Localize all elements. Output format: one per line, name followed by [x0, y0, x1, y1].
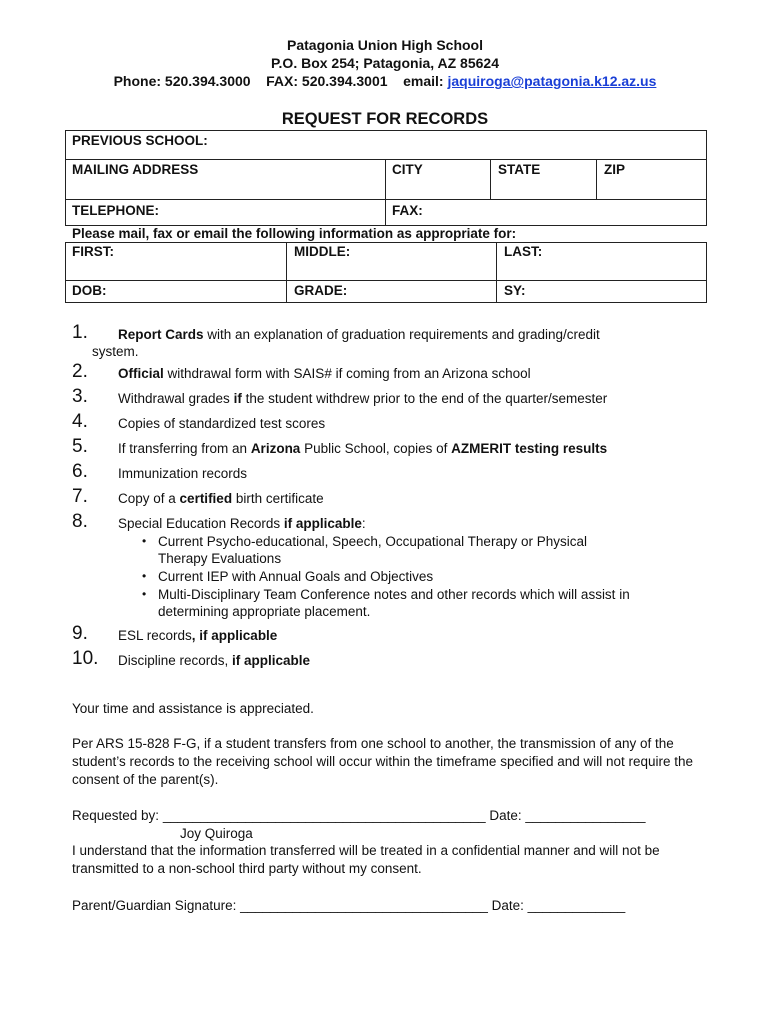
table-divider [65, 159, 707, 160]
consent-text: I understand that the information transferred will be treated in a confidential manner and will not be transmitted to a non-school third party without my consent. [72, 843, 660, 876]
bullet-item-continued: Therapy Evaluations [158, 551, 282, 566]
mailing-address-label: MAILING ADDRESS [72, 162, 199, 177]
list-item: 2. Official withdrawal form with SAIS# if coming from an Arizona school [72, 361, 531, 382]
contact-line [0, 72, 770, 90]
table-divider [596, 159, 597, 199]
ars-notice: Per ARS 15-828 F-G, if a student transfers from one school to another, the transmission of any of the student’s records to the receiving school will occur within the timeframe specified and will not require the consent of the parent(s). [72, 736, 694, 787]
state-label: STATE [498, 162, 541, 177]
telephone-label: TELEPHONE: [72, 203, 160, 218]
requester-name: Joy Quiroga [180, 826, 253, 841]
table-divider [286, 242, 287, 303]
list-item: 4. Copies of standardized test scores [72, 411, 326, 432]
list-item: 9. ESL records, if applicable [72, 623, 278, 644]
middle-name-label: MIDDLE: [294, 244, 351, 259]
bullet-item: • Current IEP with Annual Goals and Objectives [142, 569, 434, 584]
sy-label: SY: [504, 283, 526, 298]
student-info-table [65, 242, 707, 303]
table-divider [496, 242, 497, 303]
bullet-item: • Multi-Disciplinary Team Conference notes and other records which will assist in [142, 587, 630, 602]
page-title: REQUEST FOR RECORDS [281, 110, 489, 128]
dob-label: DOB: [72, 283, 107, 298]
zip-label: ZIP [604, 162, 626, 177]
requested-by-line: Requested by: ___________________________________________ Date: ________________ [72, 808, 646, 823]
instructions: Please mail, fax or email the following information as appropriate for: [72, 226, 517, 241]
fax-label: FAX: [392, 203, 423, 218]
list-item: 6. Immunization records [72, 461, 248, 482]
table-divider [65, 199, 707, 200]
table-divider [65, 280, 707, 281]
email-label: email: [403, 73, 444, 89]
email-link[interactable]: jaquiroga@patagonia.k12.az.us [447, 73, 657, 89]
records-list [72, 322, 702, 677]
list-item: 1. Report Cards with an explanation of graduation requirements and grading/credit system. [72, 322, 600, 359]
city-label: CITY [392, 162, 423, 177]
table-divider [385, 159, 386, 226]
table-divider [490, 159, 491, 199]
first-name-label: FIRST: [72, 244, 114, 259]
fax: FAX: 520.394.3001 [266, 73, 388, 89]
thanks-text: Your time and assistance is appreciated. [72, 701, 314, 716]
last-name-label: LAST: [504, 244, 543, 259]
school-address: P.O. Box 254; Patagonia, AZ 85624 [271, 55, 499, 71]
letterhead [0, 36, 770, 90]
school-name: Patagonia Union High School [287, 37, 483, 53]
previous-school-label: PREVIOUS SCHOOL: [72, 133, 208, 148]
list-item: 10. Discipline records, if applicable [72, 648, 311, 669]
bullet-item: • Current Psycho-educational, Speech, Occupational Therapy or Physical [142, 534, 587, 549]
phone: Phone: 520.394.3000 [113, 73, 251, 89]
parent-signature-line: Parent/Guardian Signature: _________________________________ Date: _____________ [72, 898, 626, 913]
list-item: 3. Withdrawal grades if the student withdrew prior to the end of the quarter/semester [72, 386, 608, 407]
grade-label: GRADE: [294, 283, 348, 298]
list-item: 8. Special Education Records if applicable: [72, 511, 366, 532]
list-item: 7. Copy of a certified birth certificate [72, 486, 324, 507]
list-item: 5. If transferring from an Arizona Public School, copies of AZMERIT testing results [72, 436, 608, 457]
bullet-item-continued: determining appropriate placement. [158, 604, 371, 619]
